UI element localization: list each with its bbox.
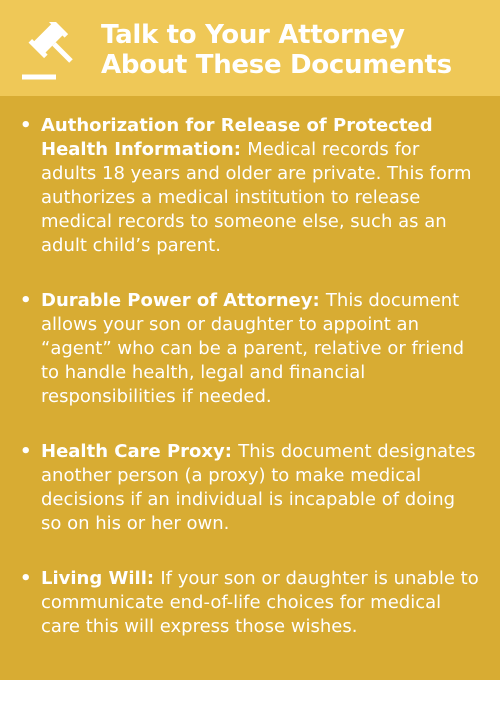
bullet: • xyxy=(20,290,32,311)
page-title xyxy=(101,20,452,80)
document-list xyxy=(20,114,480,670)
item-description: This document allows your son or daughter to appoint an “agent” who can be a parent, relative or friend to handle health, legal and financial responsibilities if needed. xyxy=(41,290,465,407)
item-term: Authorization for Release of Protected Health Information: xyxy=(41,115,433,160)
list-item-authorization xyxy=(20,114,480,258)
card-header xyxy=(0,0,500,96)
bullet: • xyxy=(20,115,32,136)
list-item-durable-power xyxy=(20,289,480,409)
item-description: This document designates another person (a proxy) to make medical decisions if an individual is incapable of doing so on his or her own. xyxy=(41,441,476,534)
title-line-1: Talk to Your Attorney xyxy=(101,20,405,50)
list-item-health-care-proxy xyxy=(20,440,480,536)
item-description: Medical records for adults 18 years and older are private. This form authorizes a medical institution to release medical records to someone else, such as an adult child’s parent. xyxy=(41,139,472,256)
item-term: Durable Power of Attorney: xyxy=(41,290,326,311)
list-item-living-will xyxy=(20,567,480,639)
title-line-2: About These Documents xyxy=(101,50,452,80)
bullet: • xyxy=(20,441,32,462)
item-term: Health Care Proxy: xyxy=(41,441,239,462)
item-term: Living Will: xyxy=(41,568,161,589)
bullet: • xyxy=(20,568,32,589)
gavel-icon xyxy=(20,22,88,82)
item-description: If your son or daughter is unable to communicate end-of-life choices for medical care this will express those wishes. xyxy=(41,568,479,637)
